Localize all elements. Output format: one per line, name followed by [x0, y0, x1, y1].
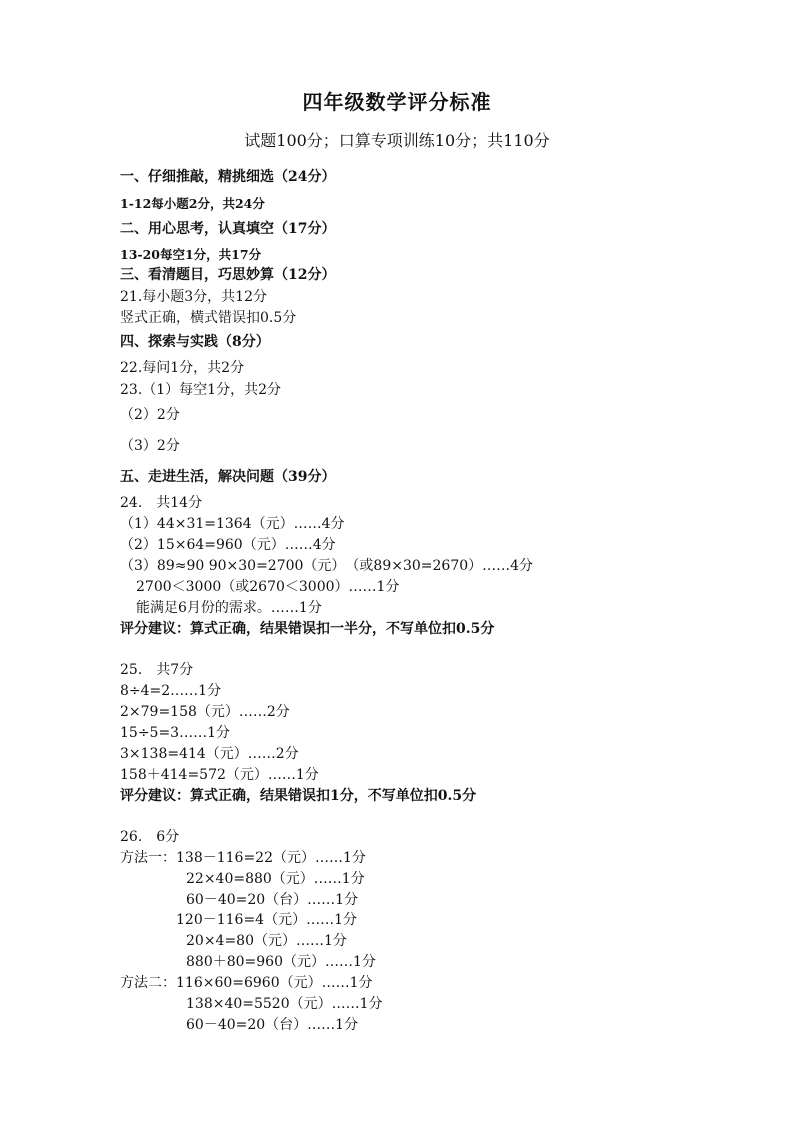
scoring-line: （1）44×31=1364（元）……4分	[120, 516, 345, 532]
scoring-line: 880＋80=960（元）……1分	[186, 954, 376, 970]
scoring-line: 120－116=4（元）……1分	[176, 912, 357, 928]
scoring-line: 能满足6月份的需求。……1分	[136, 600, 322, 616]
scoring-line: （3）2分	[120, 438, 180, 454]
document-title: 四年级数学评分标准	[302, 90, 492, 114]
scoring-line: 竖式正确，横式错误扣0.5分	[120, 310, 297, 326]
question-24-header: 24. 共14分	[120, 495, 203, 511]
method-two-line: 方法二：116×60=6960（元）……1分	[120, 975, 373, 991]
method-one-line: 方法一：138－116=22（元）……1分	[120, 850, 366, 866]
scoring-line: 21.每小题3分，共12分	[120, 289, 267, 305]
question-26-header: 26. 6分	[120, 829, 180, 845]
section-heading-4: 四、探索与实践（8分）	[120, 334, 270, 350]
scoring-line: 15÷5=3……1分	[120, 725, 230, 741]
scoring-advice: 评分建议：算式正确，结果错误扣一半分，不写单位扣0.5分	[120, 621, 495, 637]
scoring-line: 158＋414=572（元）……1分	[120, 767, 319, 783]
scoring-line: 60－40=20（台）……1分	[186, 1017, 359, 1033]
scoring-line: 20×4=80（元）……1分	[186, 933, 347, 949]
scoring-line: 2×79=158（元）……2分	[120, 704, 290, 720]
scoring-advice: 评分建议：算式正确，结果错误扣1分，不写单位扣0.5分	[120, 788, 477, 804]
section-heading-3: 三、看清题目，巧思妙算（12分）	[120, 267, 336, 283]
scoring-line: （2）15×64=960（元）……4分	[120, 537, 336, 553]
scoring-line: 22×40=880（元）……1分	[186, 871, 365, 887]
scoring-line: 2700＜3000（或2670＜3000）……1分	[136, 579, 400, 595]
scoring-line: 8÷4=2……1分	[120, 683, 222, 699]
section-heading-5: 五、走进生活，解决问题（39分）	[120, 469, 336, 485]
scoring-line: 13-20每空1分，共17分	[120, 247, 262, 262]
section-heading-2: 二、用心思考，认真填空（17分）	[120, 221, 336, 237]
section-heading-1: 一、仔细推敲，精挑细选（24分）	[120, 169, 336, 185]
question-25-header: 25. 共7分	[120, 662, 194, 678]
scoring-line: 60－40=20（台）……1分	[186, 892, 359, 908]
scoring-line: 23.（1）每空1分，共2分	[120, 382, 281, 398]
scoring-line: 138×40=5520（元）……1分	[186, 996, 383, 1012]
scoring-line: 1-12每小题2分，共24分	[120, 196, 265, 211]
scoring-line: 22.每问1分，共2分	[120, 360, 245, 376]
scoring-line: （3）89≈90 90×30=2700（元） （或89×30=2670）……4分	[120, 558, 534, 574]
scoring-line: 3×138=414（元）……2分	[120, 746, 299, 762]
scoring-line: （2）2分	[120, 407, 180, 423]
document-subtitle: 试题100分；口算专项训练10分；共110分	[244, 131, 550, 150]
